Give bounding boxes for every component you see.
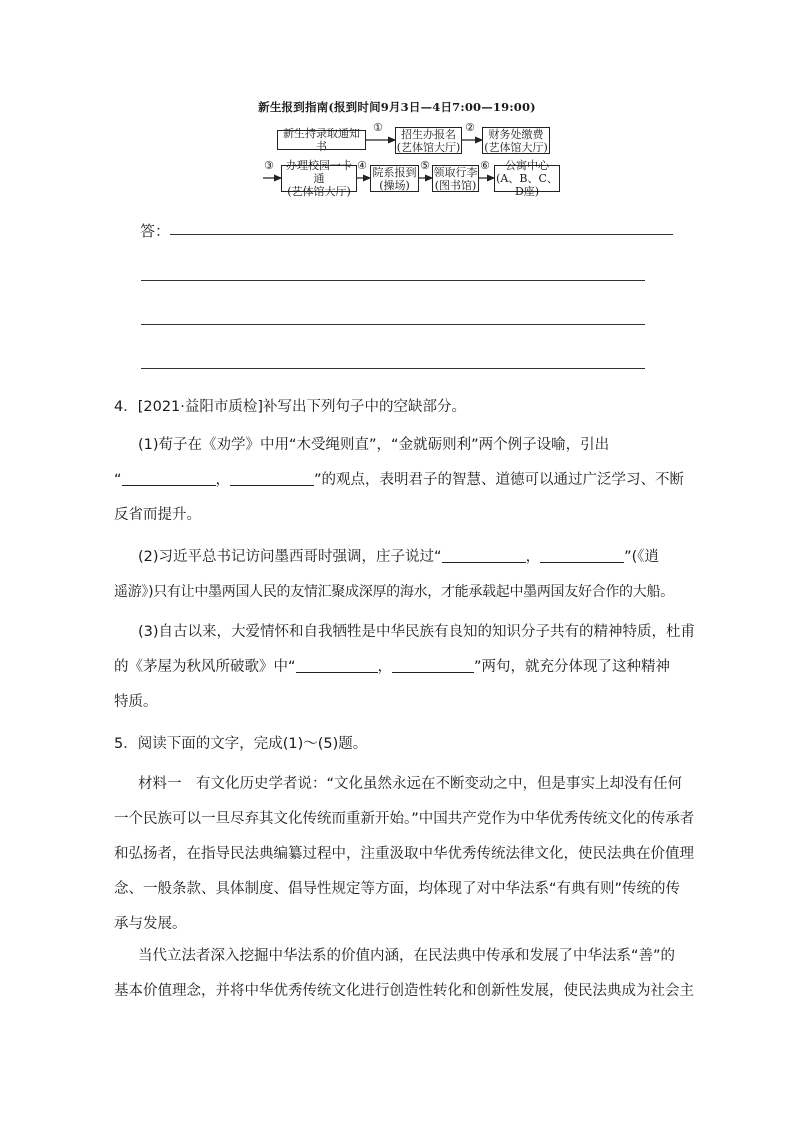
step-number: ①	[373, 121, 383, 134]
q4-p2-line: 遥游》)只有让中墨两国人民的友情汇聚成深厚的海水，才能承载起中墨两国友好合作的大船。	[114, 584, 674, 600]
answer-line[interactable]	[141, 324, 645, 325]
q4-p1-line	[114, 463, 685, 498]
q4-part-1	[114, 428, 685, 533]
box-line: 公寓中心	[505, 159, 549, 172]
answer-line[interactable]	[141, 280, 645, 281]
step-number: ④	[357, 159, 367, 172]
q4-part-3	[114, 615, 696, 720]
box-line: 领取行李	[433, 165, 478, 179]
box-line: 新生持录取通知书	[283, 127, 360, 153]
q4-p3-line	[114, 650, 680, 685]
question-4	[114, 390, 680, 425]
comma: ，	[377, 659, 393, 675]
flow-box-registration	[395, 127, 462, 154]
q4-p1-line: (1)荀子在《劝学》中用“木受绳则直”，“金就砺则利”两个例子设喻，引出	[138, 437, 610, 453]
step-number: ③	[264, 159, 274, 172]
flow-box-department	[370, 165, 419, 192]
answer-line[interactable]	[170, 234, 673, 235]
flow-box-admission-notice	[277, 127, 366, 153]
step-number: ⑤	[420, 159, 430, 172]
fill-blank[interactable]	[540, 546, 624, 563]
m2-line: 当代立法者深入挖掘中华法系的价值内涵，在民法典中传承和发展了中华法系“善”的	[138, 948, 676, 964]
material-1-continued	[114, 939, 694, 1009]
box-line: 院系报到	[372, 165, 417, 179]
material-1	[114, 767, 695, 942]
q4-p2-line	[114, 540, 680, 575]
q4-header: 4．[2021·益阳市质检]补写出下列句子中的空缺部分。	[114, 399, 467, 415]
comma: ，	[215, 472, 231, 488]
flow-title: 新生报到指南(报到时间9月3日—4日7:00—19:00)	[258, 100, 536, 114]
box-line: 办理校园一卡通	[286, 159, 352, 185]
fill-blank[interactable]	[296, 656, 378, 673]
fill-blank[interactable]	[230, 469, 314, 486]
box-line: (操场)	[379, 178, 410, 192]
flow-box-luggage	[432, 165, 479, 192]
q4-p2-text: ”(《逍	[624, 549, 659, 565]
m1-line: 念、一般条款、具体制度、倡导性规定等方面，均体现了对中华法系“有典有则”传统的传	[114, 881, 681, 897]
flow-box-campus-card	[281, 159, 357, 198]
box-line: (艺体馆大厅)	[287, 185, 351, 198]
q4-p1-line: 反省而提升。	[114, 507, 201, 523]
fill-blank[interactable]	[392, 656, 474, 673]
flow-box-dorm-center	[494, 159, 560, 198]
q4-part-2	[114, 540, 680, 610]
step-number: ②	[465, 121, 475, 134]
answer-label: 答：	[140, 222, 171, 240]
box-line: (艺体馆大厅)	[396, 140, 461, 154]
box-line: (图书馆)	[434, 178, 477, 192]
m1-line: 材料一 有文化历史学者说：“文化虽然永远在不断变动之中，但是事实上却没有任何	[138, 776, 683, 792]
box-line: (艺体馆大厅)	[484, 140, 548, 154]
box-line: 招生办报名	[401, 127, 456, 141]
box-line: 财务处缴费	[488, 127, 544, 141]
box-line: (A、B、C、D座)	[496, 172, 558, 198]
comma: ，	[525, 549, 541, 565]
flow-box-payment	[482, 127, 550, 154]
q4-p3-line: 特质。	[114, 694, 158, 710]
question-5	[114, 727, 680, 762]
q4-p1-text: ”的观点，表明君子的智慧、道德可以通过广泛学习、不断	[314, 472, 685, 488]
q4-p3-text: 的《茅屋为秋风所破歌》中“	[114, 659, 296, 675]
fill-blank[interactable]	[442, 546, 526, 563]
q4-p3-line: (3)自古以来，大爱情怀和自我牺牲是中华民族有良知的知识分子共有的精神特质，杜甫	[138, 624, 696, 640]
q4-p2-text: (2)习近平总书记访问墨西哥时强调，庄子说过“	[138, 549, 442, 565]
answer-line[interactable]	[141, 368, 645, 369]
m1-line: 一个民族可以一旦尽弃其文化传统而重新开始。”中国共产党作为中华优秀传统文化的传承者	[114, 811, 695, 827]
m2-line: 基本价值理念，并将中华优秀传统文化进行创造性转化和创新性发展，使民法典成为社会主	[114, 983, 694, 999]
quote-open: “	[114, 472, 122, 488]
m1-line: 承与发展。	[114, 916, 187, 932]
q5-header: 5．阅读下面的文字，完成(1)～(5)题。	[114, 736, 368, 752]
q4-p3-text: ”两句，就充分体现了这种精神	[474, 659, 671, 675]
fill-blank[interactable]	[122, 469, 216, 486]
step-number: ⑥	[480, 159, 490, 172]
m1-line: 和弘扬者，在指导民法典编纂过程中，注重汲取中华优秀传统法律文化，使民法典在价值理	[114, 846, 694, 862]
